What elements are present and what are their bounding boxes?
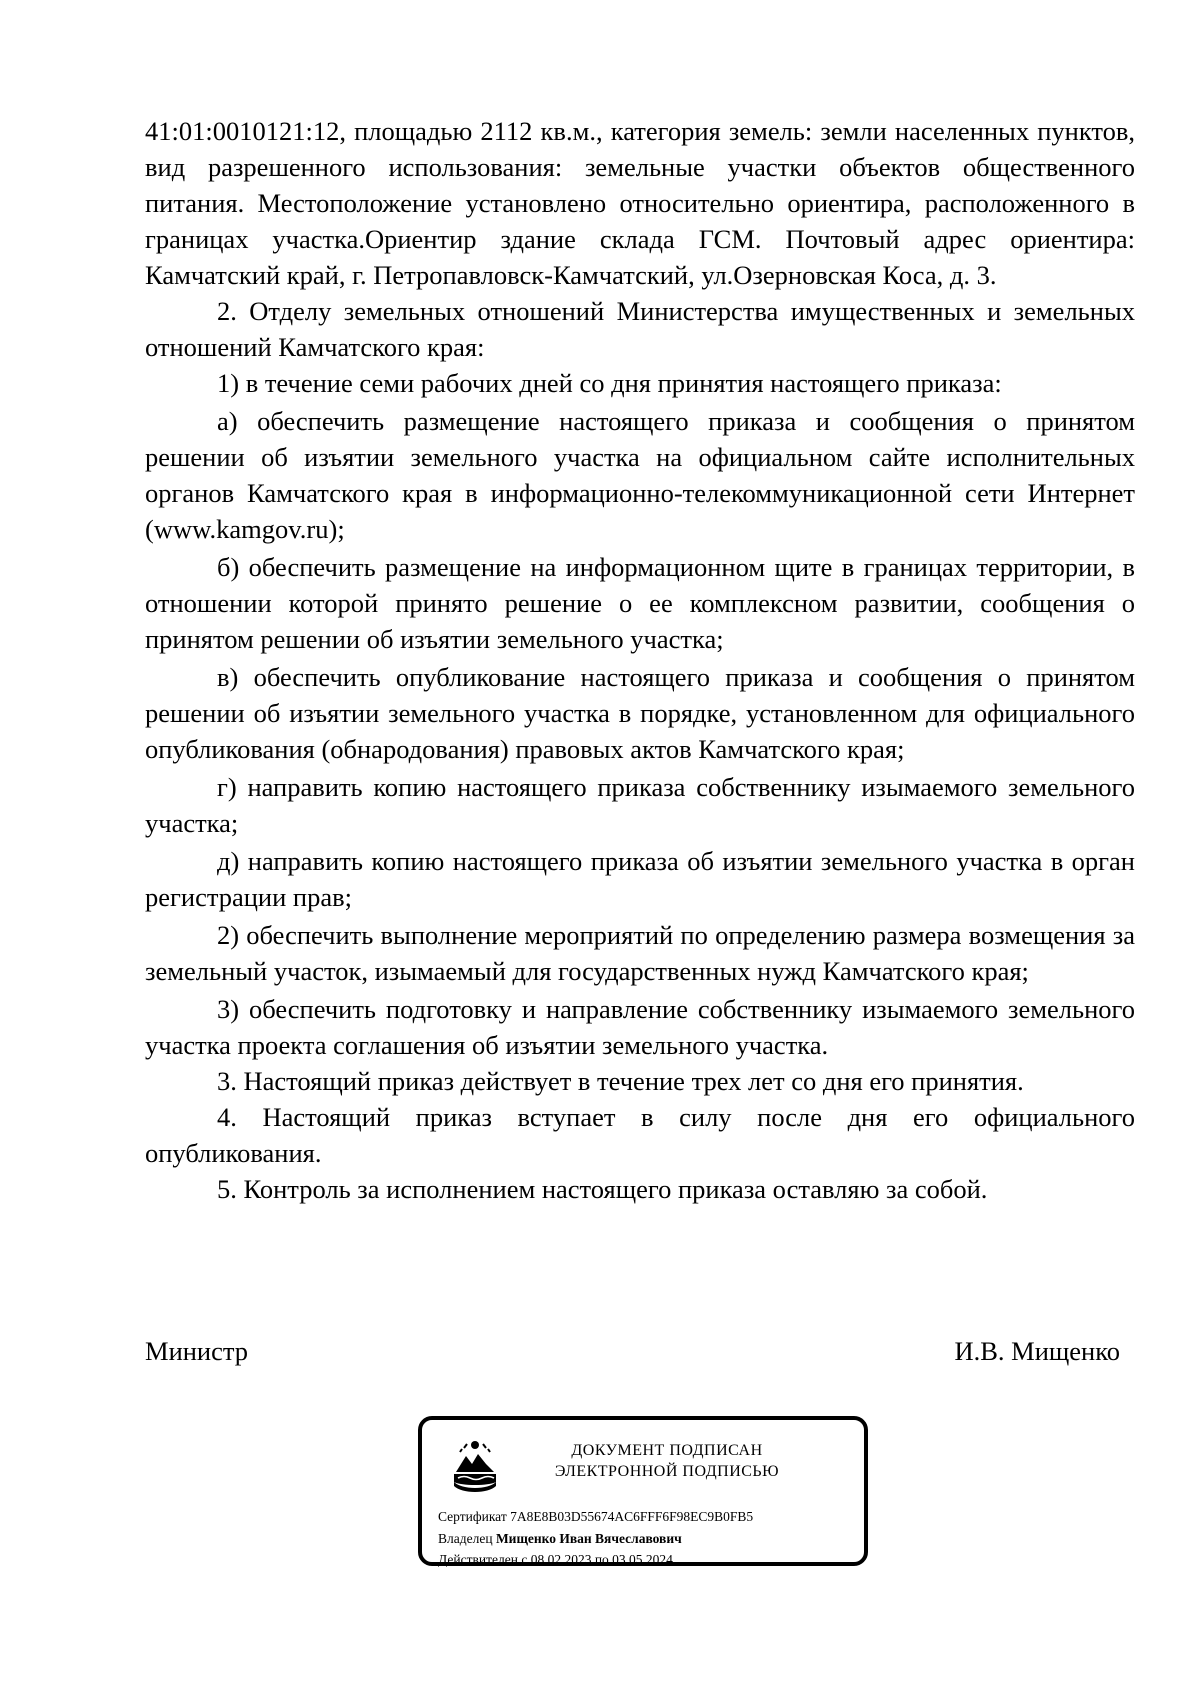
paragraph-item-2: 2. Отделу земельных отношений Министерства имущественных и земельных отношений Камчатского края: [145, 296, 1135, 362]
paragraph-subitem-v: в) обеспечить опубликование настоящего приказа и сообщения о принятом решении об изъятии земельного участка в порядке, установленном для официального опубликования (обнародования) правовых актов Камчатского края; [145, 662, 1135, 764]
certificate-value: 7A8E8B03D55674AC6FFF6F98EC9B0FB5 [510, 1509, 754, 1524]
paragraph-subitem-g: г) направить копию настоящего приказа собственнику изымаемого земельного участка; [145, 772, 1135, 838]
owner-label: Владелец [438, 1531, 493, 1546]
paragraph-subitem-1: 1) в течение семи рабочих дней со дня принятия настоящего приказа: [217, 368, 1002, 398]
paragraph-item-5: 5. Контроль за исполнением настоящего приказа оставляю за собой. [217, 1174, 988, 1204]
paragraph-item-3: 3. Настоящий приказ действует в течение трех лет со дня его принятия. [217, 1066, 1024, 1096]
kamchatka-emblem-icon [450, 1438, 500, 1494]
paragraph-subitem-2: 2) обеспечить выполнение мероприятий по определению размера возмещения за земельный участок, изымаемый для государственных нужд Камчатского края; [145, 920, 1135, 986]
signer-position: Министр [145, 1336, 249, 1366]
valid-from-label: с [521, 1552, 528, 1567]
paragraph-subitem-d: д) направить копию настоящего приказа об изъятии земельного участка в орган регистрации прав; [145, 846, 1135, 912]
signer-name: И.В. Мищенко [954, 1336, 1120, 1366]
document-body [145, 113, 1135, 1207]
stamp-owner [438, 1530, 682, 1548]
valid-label: Действителен [438, 1552, 518, 1567]
stamp-title [532, 1440, 802, 1482]
valid-to-label: по [594, 1552, 609, 1567]
paragraph-subitem-a: а) обеспечить размещение настоящего приказа и сообщения о принятом решении об изъятии земельного участка на официальном сайте исполнительных органов Камчатского края в информационно-телекоммуникационной сети Интернет (www.kamgov.ru); [145, 406, 1135, 544]
valid-from: 08.02.2023 [530, 1552, 592, 1567]
valid-to: 03.05.2024 [612, 1552, 673, 1567]
stamp-title-line-1: ДОКУМЕНТ ПОДПИСАН [571, 1442, 763, 1459]
stamp-title-line-2: ЭЛЕКТРОННОЙ ПОДПИСЬЮ [554, 1463, 780, 1480]
paragraph-item-4: 4. Настоящий приказ вступает в силу после дня его официального опубликования. [145, 1102, 1135, 1168]
paragraph-subitem-b: б) обеспечить размещение на информационном щите в границах территории, в отношении которой принято решение о ее комплексном развитии, сообщения о принятом решении об изъятии земельного участка; [145, 552, 1135, 654]
stamp-validity [438, 1551, 673, 1569]
paragraph-subitem-3: 3) обеспечить подготовку и направление собственнику изымаемого земельного участка проекта соглашения об изъятии земельного участка. [145, 994, 1135, 1060]
stamp-certificate [438, 1508, 753, 1526]
certificate-label: Сертификат [438, 1509, 507, 1524]
paragraph-continuation: 41:01:0010121:12, площадью 2112 кв.м., категория земель: земли населенных пунктов, вид разрешенного использования: земельные участки объектов общественного питания. Местоположение установлено относительно ориентира, расположенного в границах участка.Ориентир здание склада ГСМ. Почтовый адрес ориентира: Камчатский край, г. Петропавловск-Камчатский, ул.Озерновская Коса, д. 3. [145, 116, 1135, 290]
owner-value: Мищенко Иван Вячеславович [495, 1531, 682, 1546]
electronic-signature-stamp [418, 1416, 868, 1566]
